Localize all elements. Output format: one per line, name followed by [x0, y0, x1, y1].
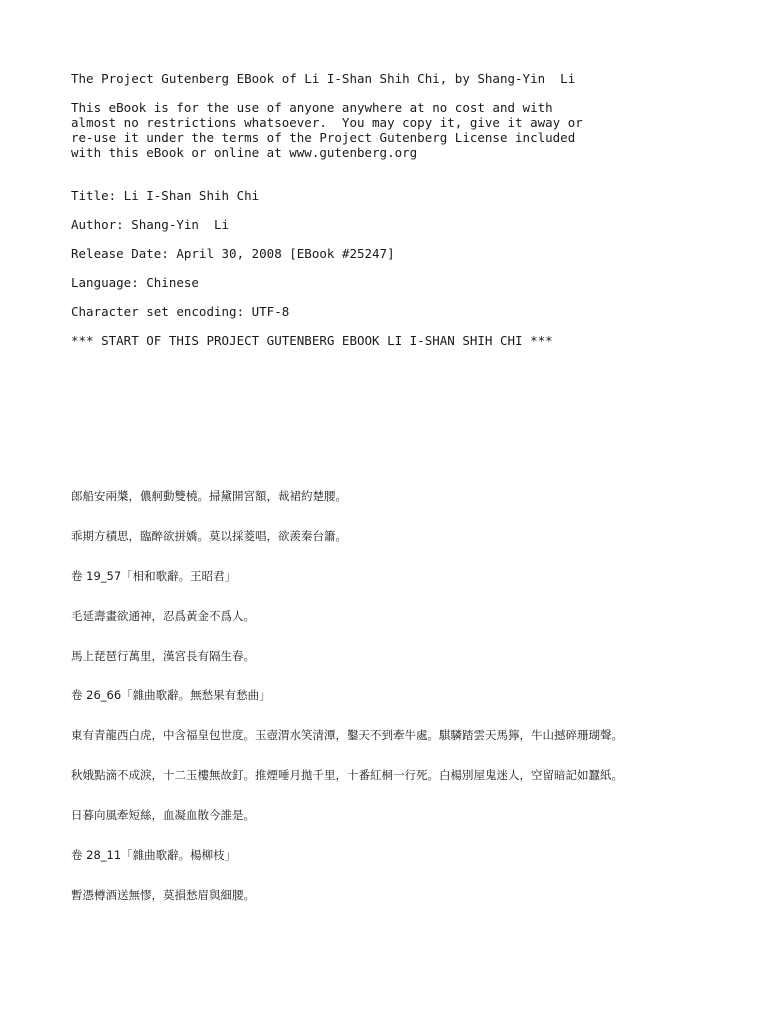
license-line: with this eBook or online at www.gutenberg.org [71, 145, 418, 160]
start-marker: *** START OF THIS PROJECT GUTENBERG EBOOK LI I-SHAN SHIH CHI *** [71, 333, 553, 348]
poem-line: 乖期方積思，臨醉欲拼嬌。莫以採菱唱，欲羨秦台簫。 [71, 529, 347, 543]
section-heading: 卷 26_66「雜曲歌辭。無愁果有愁曲」 [71, 688, 271, 702]
poem-line: 郎船安兩槳，儂舸動雙橈。掃黛開宮額，裁裙約楚腰。 [71, 489, 347, 503]
meta-release: Release Date: April 30, 2008 [EBook #25247] [71, 246, 395, 261]
license-line: This eBook is for the use of anyone anywhere at no cost and with [71, 100, 553, 115]
section-heading: 卷 28_11「雜曲歌辭。楊柳枝」 [71, 848, 237, 862]
meta-encoding: Character set encoding: UTF-8 [71, 304, 290, 319]
poem-line: 暫憑樽酒送無憀，莫損愁眉與細腰。 [71, 888, 255, 902]
license-line: re-use it under the terms of the Project Gutenberg License included [71, 130, 576, 145]
meta-title: Title: Li I-Shan Shih Chi [71, 188, 260, 203]
poem-line: 馬上琵琶行萬里，漢宮長有隔生春。 [71, 649, 255, 663]
meta-author: Author: Shang-Yin Li [71, 217, 230, 232]
poem-line: 秋娥點滴不成淚，十二玉樓無故釘。推煙唾月拋千里，十番紅桐一行死。白楊別屋鬼迷人，空留暗記如蠶紙。 [71, 768, 623, 782]
poem-line: 毛延壽畫欲通神，忍爲黃金不爲人。 [71, 609, 255, 623]
meta-language: Language: Chinese [71, 275, 199, 290]
poem-line: 日暮向風牽短絲，血凝血散今誰是。 [71, 808, 255, 822]
section-heading: 卷 19_57「相和歌辭。王昭君」 [71, 569, 237, 583]
license-line: almost no restrictions whatsoever. You may copy it, give it away or [71, 115, 583, 130]
poem-line: 東有青龍西白虎，中含福皇包世度。玉壺渭水笑清潭，鑿天不到牽牛處。騏驎踏雲天馬獰，牛山撼碎珊瑚聲。 [71, 728, 623, 742]
header-title: The Project Gutenberg EBook of Li I-Shan Shih Chi, by Shang-Yin Li [71, 71, 576, 86]
